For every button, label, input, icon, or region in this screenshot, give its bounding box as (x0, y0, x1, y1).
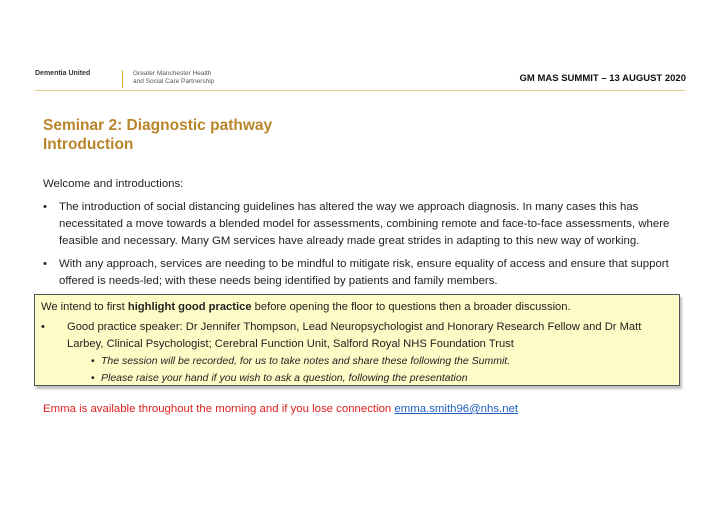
bullet-marker: • (43, 258, 47, 270)
bullet-item (43, 256, 683, 290)
bullet-text: The introduction of social distancing guidelines has altered the way we approach diagnosis. In many cases this has necessitated a move towards a blended model for assessments, combining remote and face-to-face assessments, where feasible and necessary. Many GM services have already made great strides in adapting to this new way of working. (59, 201, 670, 247)
contact-footer (43, 403, 518, 415)
page-title (43, 116, 272, 154)
gm-partnership-logo (133, 70, 214, 86)
bullet-marker: • (91, 372, 95, 384)
bullet-marker: • (91, 355, 95, 367)
note-bullet (41, 353, 673, 370)
note-text: Please raise your hand if you wish to ask a question, following the presentation (101, 372, 468, 384)
contact-text: Emma is available throughout the morning and if you lose connection (43, 403, 395, 415)
speaker-bullet (41, 319, 673, 353)
gm-partnership-line2: and Social Care Partnership (133, 78, 215, 85)
contact-email-link[interactable]: emma.smith96@nhs.net (394, 403, 519, 415)
callout-lead (41, 299, 673, 316)
gm-partnership-line1: Greater Manchester Health (133, 70, 212, 77)
logo-divider (122, 70, 123, 88)
callout-lead-end: before opening the floor to questions then a broader discussion. (251, 301, 571, 313)
bullet-text: With any approach, services are needing to be mindful to mitigate risk, ensure equality of access and ensure that support offered is needs-led; with these needs being identified by patients and family members. (59, 258, 669, 287)
callout-lead-start: We intend to first (41, 301, 128, 313)
event-title: GM MAS SUMMIT – 13 AUGUST 2020 (519, 73, 686, 84)
dementia-united-logo: Dementia United (35, 70, 91, 77)
body-content (43, 176, 683, 290)
intro-text: Welcome and introductions: (43, 178, 184, 190)
bullet-marker: • (43, 201, 47, 213)
note-text: The session will be recorded, for us to take notes and share these following the Summit. (101, 355, 511, 367)
header-divider (35, 90, 685, 91)
speaker-text: Good practice speaker: Dr Jennifer Thompson, Lead Neuropsychologist and Honorary Research Fellow and Dr Matt Larbey, Clinical Psychologist; Cerebral Function Unit, Salford Royal NHS Foundation Trust (67, 321, 642, 350)
bullet-marker: • (41, 321, 45, 333)
title-line-2: Introduction (43, 136, 134, 153)
bullet-item (43, 199, 683, 250)
note-bullet (41, 370, 673, 387)
callout-lead-bold: highlight good practice (127, 301, 252, 313)
callout-box (34, 294, 680, 386)
title-line-1: Seminar 2: Diagnostic pathway (43, 117, 273, 134)
